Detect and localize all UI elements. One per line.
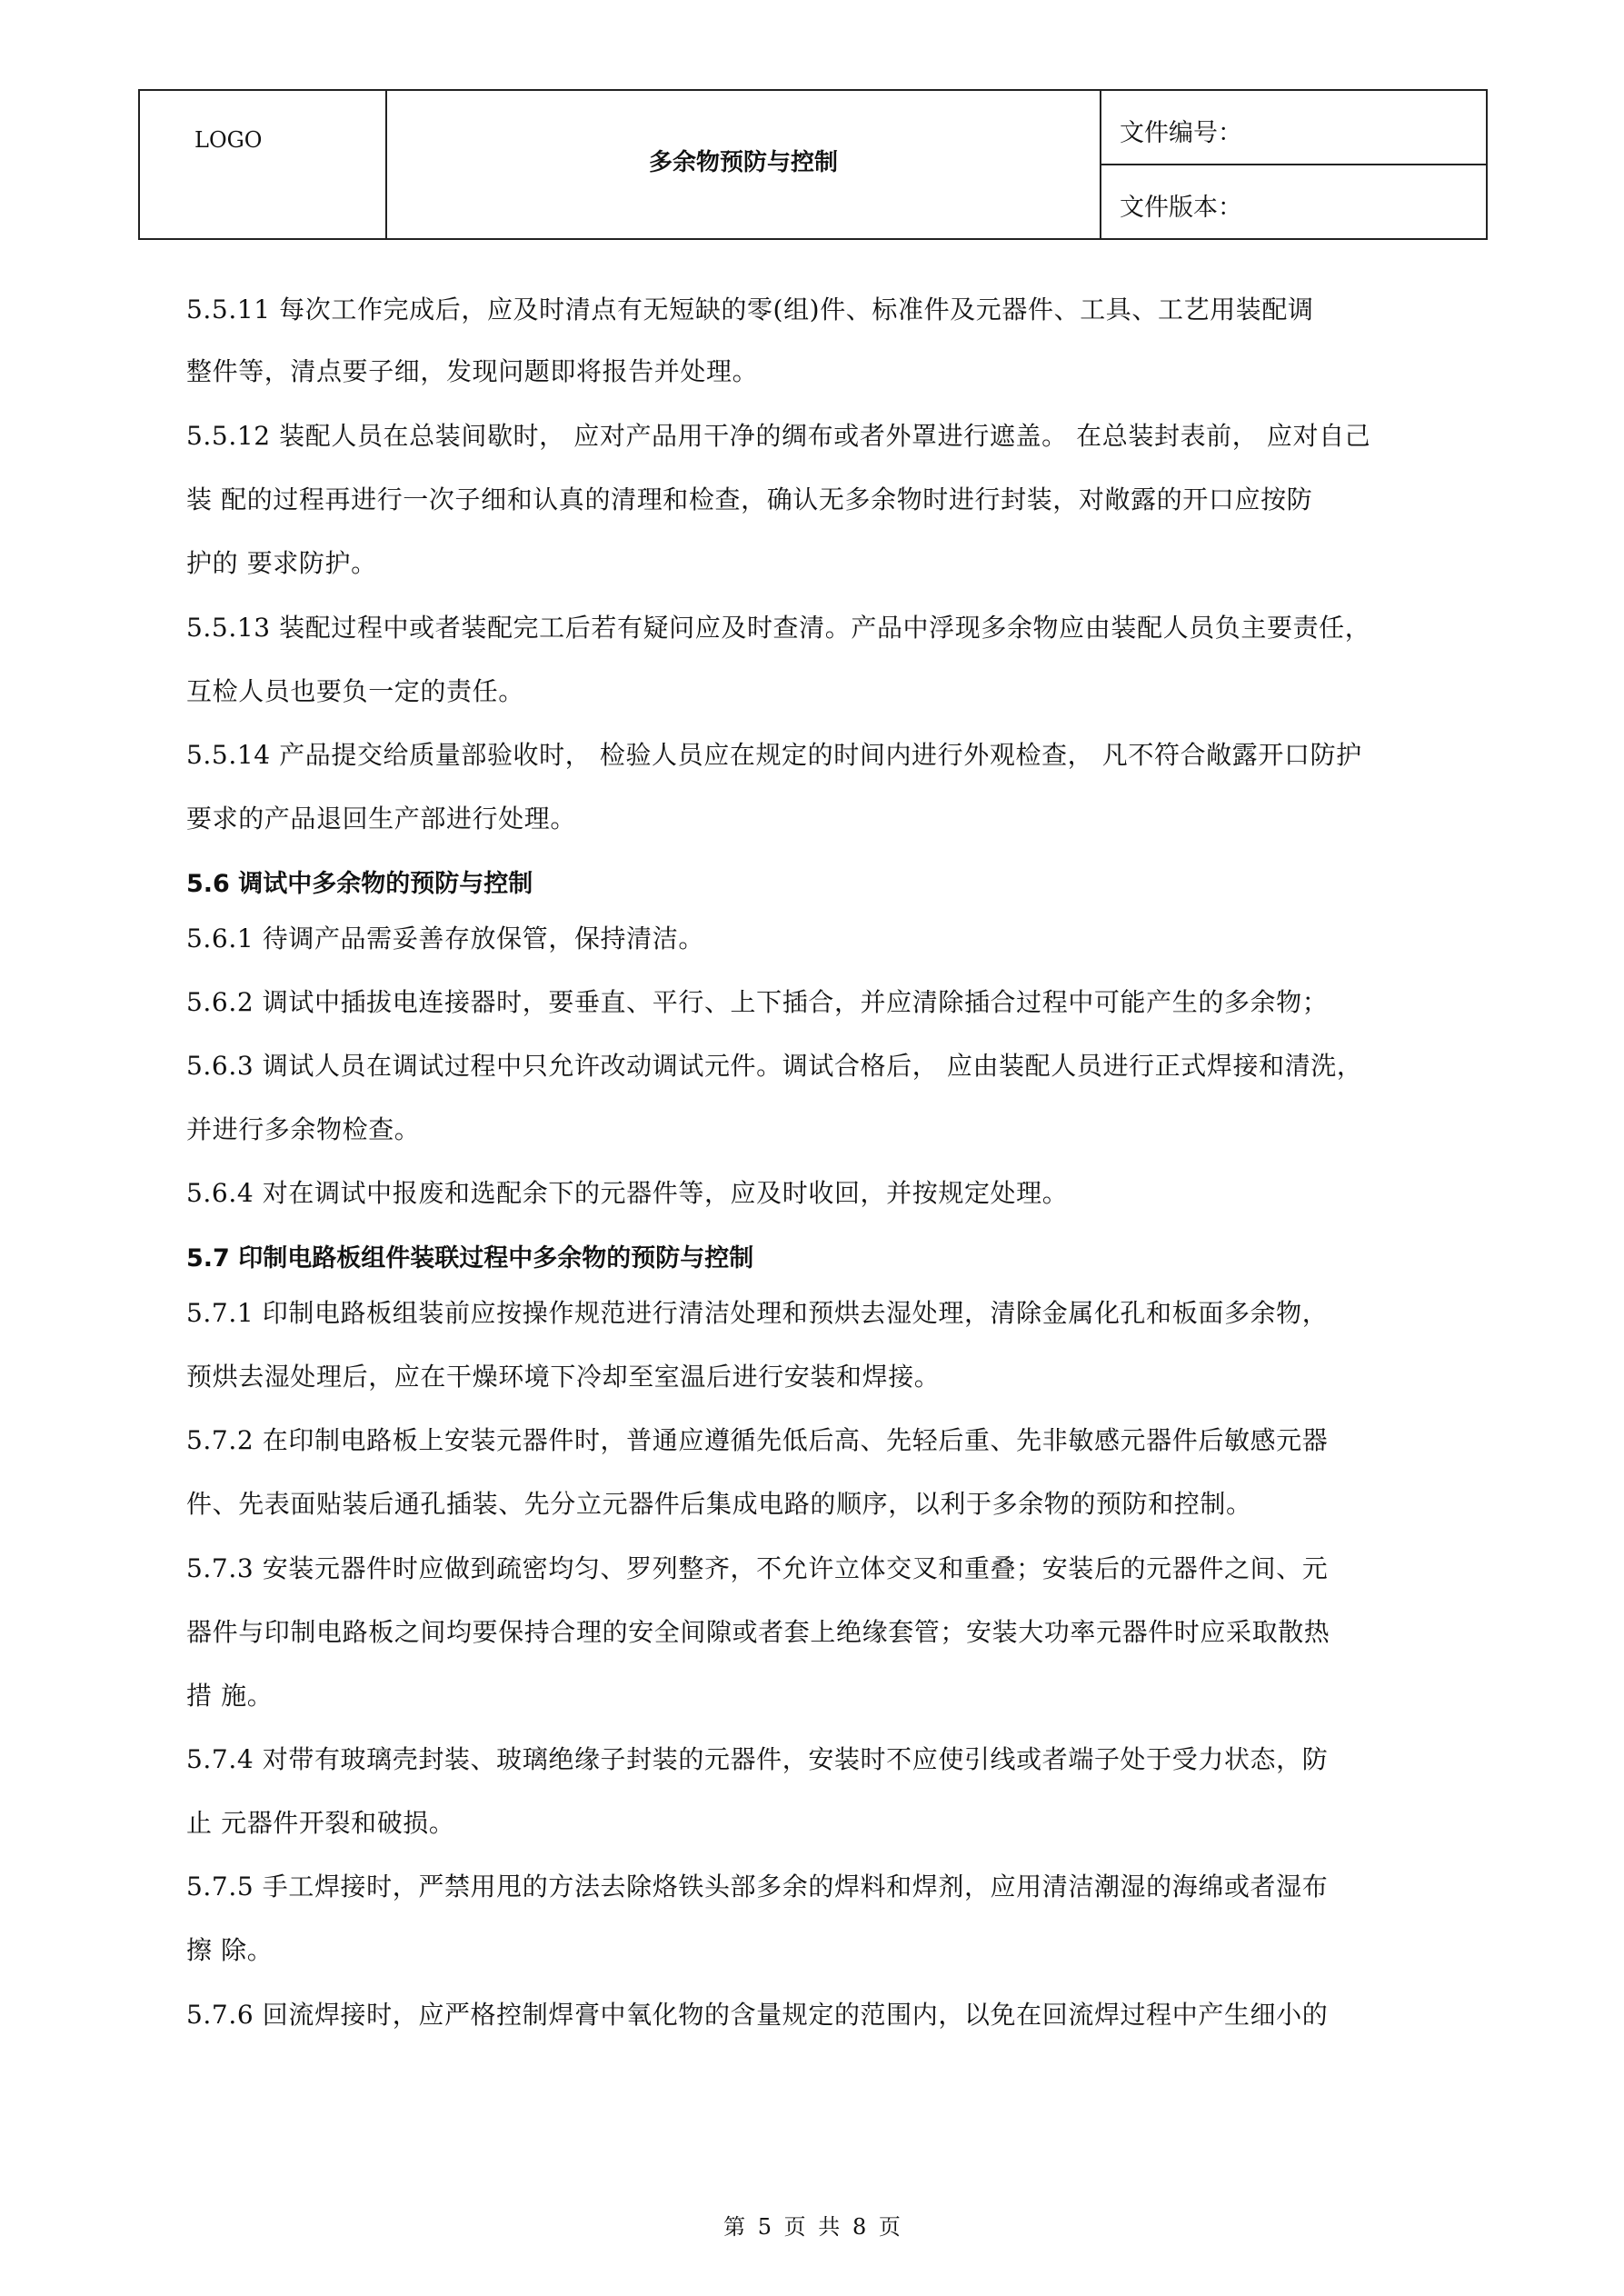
paragraph-5-7-4-line: 5.7.4 对带有玻璃壳封装、玻璃绝缘子封装的元器件，安装时不应使引线或者端子处于受力状态，防 xyxy=(186,1744,1329,1774)
paragraph-5-7-5-line: 5.7.5 手工焊接时，严禁用甩的方法去除烙铁头部多余的焊料和焊剂，应用清洁潮湿的海绵或者湿布 xyxy=(186,1872,1329,1902)
paragraph-5-7-6: 5.7.6 回流焊接时，应严格控制焊膏中氧化物的含量规定的范围内，以免在回流焊过程中产生细小的 xyxy=(186,2000,1329,2030)
paragraph-5-5-13-line: 互检人员也要负一定的责任。 xyxy=(186,676,524,706)
paragraph-5-5-11-line: 整件等，清点要子细，发现问题即将报告并处理。 xyxy=(186,356,759,386)
paragraph-5-6-1: 5.6.1 待调产品需妥善存放保管，保持清洁。 xyxy=(186,923,704,953)
paragraph-5-7-1-line: 5.7.1 印制电路板组装前应按操作规范进行清洁处理和预烘去湿处理，清除金属化孔和板面多余物， xyxy=(186,1298,1329,1328)
paragraph-5-5-14-line: 5.5.14 产品提交给质量部验收时， 检验人员应在规定的时间内进行外观检查， 凡不符合敞露开口防护 xyxy=(186,740,1362,770)
paragraph-5-7-4-line: 止 元器件开裂和破损。 xyxy=(186,1808,455,1838)
paragraph-5-5-11-line: 5.5.11 每次工作完成后，应及时清点有无短缺的零(组)件、标准件及元器件、工具、工艺用装配调 xyxy=(186,294,1314,324)
section-heading-5-7: 5.7 印制电路板组件装联过程中多余物的预防与控制 xyxy=(186,1244,754,1273)
paragraph-5-6-4: 5.6.4 对在调试中报废和选配余下的元器件等，应及时收回，并按规定处理。 xyxy=(186,1178,1069,1208)
paragraph-5-5-12-line: 装 配的过程再进行一次子细和认真的清理和检查，确认无多余物时进行封装，对敞露的开口应按防 xyxy=(186,484,1313,514)
logo: LOGO xyxy=(194,127,263,153)
doc-version-label: 文件版本： xyxy=(1120,194,1242,222)
paragraph-5-6-3-line: 并进行多余物检查。 xyxy=(186,1114,421,1144)
paragraph-5-6-2: 5.6.2 调试中插拔电连接器时，要垂直、平行、上下插合，并应清除插合过程中可能产生的多余物； xyxy=(186,987,1329,1017)
paragraph-5-6-3-line: 5.6.3 调试人员在调试过程中只允许改动调试元件。调试合格后， 应由装配人员进行正式焊接和清洗， xyxy=(186,1051,1363,1081)
document-header-table xyxy=(138,89,1488,240)
paragraph-5-7-2-line: 件、先表面贴装后通孔插装、先分立元器件后集成电路的顺序，以利于多余物的预防和控制。 xyxy=(186,1489,1252,1519)
paragraph-5-5-14-line: 要求的产品退回生产部进行处理。 xyxy=(186,804,577,834)
document-title: 多余物预防与控制 xyxy=(648,149,838,176)
paragraph-5-5-12-line: 5.5.12 装配人员在总装间歇时， 应对产品用干净的绸布或者外罩进行遮盖。 在总装封表前， 应对自己 xyxy=(186,421,1371,451)
paragraph-5-7-3-line: 措 施。 xyxy=(186,1681,274,1711)
page-number: 第 5 页 共 8 页 xyxy=(723,2214,901,2240)
paragraph-5-7-5-line: 擦 除。 xyxy=(186,1935,274,1965)
paragraph-5-7-2-line: 5.7.2 在印制电路板上安装元器件时，普通应遵循先低后高、先轻后重、先非敏感元器件后敏感元器 xyxy=(186,1425,1329,1455)
doc-number-label: 文件编号： xyxy=(1120,119,1242,147)
paragraph-5-7-3-line: 5.7.3 安装元器件时应做到疏密均匀、罗列整齐，不允许立体交叉和重叠；安装后的元器件之间、元 xyxy=(186,1553,1329,1583)
paragraph-5-5-12-line: 护的 要求防护。 xyxy=(186,548,377,578)
doc-number-cell xyxy=(1101,91,1488,165)
doc-version-cell xyxy=(1101,165,1488,240)
paragraph-5-7-3-line: 器件与印制电路板之间均要保持合理的安全间隙或者套上绝缘套管；安装大功率元器件时应采取散热 xyxy=(186,1617,1330,1647)
paragraph-5-5-13-line: 5.5.13 装配过程中或者装配完工后若有疑问应及时查清。产品中浮现多余物应由装配人员负主要责任， xyxy=(186,613,1371,643)
logo-cell xyxy=(140,91,387,238)
paragraph-5-7-1-line: 预烘去湿处理后，应在干燥环境下冷却至室温后进行安装和焊接。 xyxy=(186,1362,941,1392)
section-heading-5-6: 5.6 调试中多余物的预防与控制 xyxy=(186,870,533,898)
title-cell xyxy=(387,91,1101,238)
